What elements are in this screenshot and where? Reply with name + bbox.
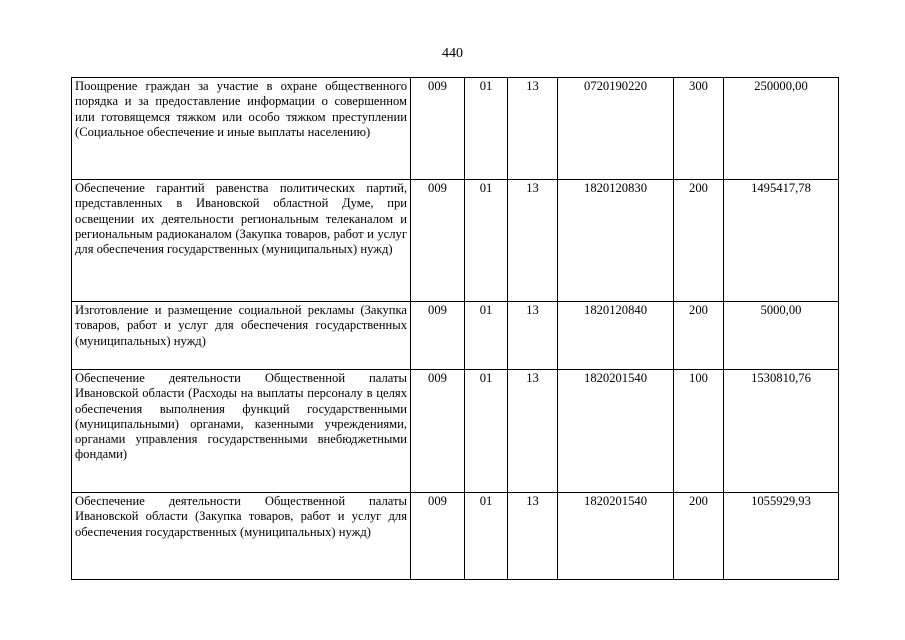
row-description: Изготовление и размещение социальной рекламы (Закупка товаров, работ и услуг для обеспечения государственных (муниципальных) нужд) bbox=[72, 302, 411, 370]
amount: 1055929,93 bbox=[724, 493, 839, 580]
section-code: 01 bbox=[465, 78, 508, 180]
budget-table bbox=[71, 77, 839, 580]
section-code: 01 bbox=[465, 302, 508, 370]
expense-type-code: 200 bbox=[674, 302, 724, 370]
ministry-code: 009 bbox=[411, 78, 465, 180]
amount: 1530810,76 bbox=[724, 370, 839, 493]
subsection-code: 13 bbox=[508, 370, 558, 493]
amount: 1495417,78 bbox=[724, 180, 839, 302]
row-description: Обеспечение деятельности Общественной палаты Ивановской области (Расходы на выплаты персоналу в целях обеспечения выполнения функций государственными (муниципальными) органами, казенными учреждениями, органами управления государственными внебюджетными фондами) bbox=[72, 370, 411, 493]
ministry-code: 009 bbox=[411, 180, 465, 302]
target-article-code: 1820120830 bbox=[558, 180, 674, 302]
ministry-code: 009 bbox=[411, 370, 465, 493]
expense-type-code: 100 bbox=[674, 370, 724, 493]
table-row bbox=[72, 180, 839, 302]
subsection-code: 13 bbox=[508, 180, 558, 302]
target-article-code: 0720190220 bbox=[558, 78, 674, 180]
subsection-code: 13 bbox=[508, 493, 558, 580]
section-code: 01 bbox=[465, 180, 508, 302]
section-code: 01 bbox=[465, 493, 508, 580]
target-article-code: 1820201540 bbox=[558, 493, 674, 580]
table-row bbox=[72, 302, 839, 370]
row-description: Обеспечение деятельности Общественной палаты Ивановской области (Закупка товаров, работ и услуг для обеспечения государственных (муниципальных) нужд) bbox=[72, 493, 411, 580]
table-row bbox=[72, 78, 839, 180]
subsection-code: 13 bbox=[508, 302, 558, 370]
expense-type-code: 300 bbox=[674, 78, 724, 180]
ministry-code: 009 bbox=[411, 302, 465, 370]
amount: 250000,00 bbox=[724, 78, 839, 180]
target-article-code: 1820120840 bbox=[558, 302, 674, 370]
section-code: 01 bbox=[465, 370, 508, 493]
subsection-code: 13 bbox=[508, 78, 558, 180]
amount: 5000,00 bbox=[724, 302, 839, 370]
target-article-code: 1820201540 bbox=[558, 370, 674, 493]
page-number: 440 bbox=[442, 46, 463, 61]
expense-type-code: 200 bbox=[674, 180, 724, 302]
row-description: Обеспечение гарантий равенства политических партий, представленных в Ивановской областной Думе, при освещении их деятельности региональным телеканалом и региональным радиоканалом (Закупка товаров, работ и услуг для обеспечения государственных (муниципальных) нужд) bbox=[72, 180, 411, 302]
table-row bbox=[72, 493, 839, 580]
ministry-code: 009 bbox=[411, 493, 465, 580]
expense-type-code: 200 bbox=[674, 493, 724, 580]
row-description: Поощрение граждан за участие в охране общественного порядка и за предоставление информации о совершенном или готовящемся тяжком или особо тяжком преступлении (Социальное обеспечение и иные выплаты населению) bbox=[72, 78, 411, 180]
table-row bbox=[72, 370, 839, 493]
